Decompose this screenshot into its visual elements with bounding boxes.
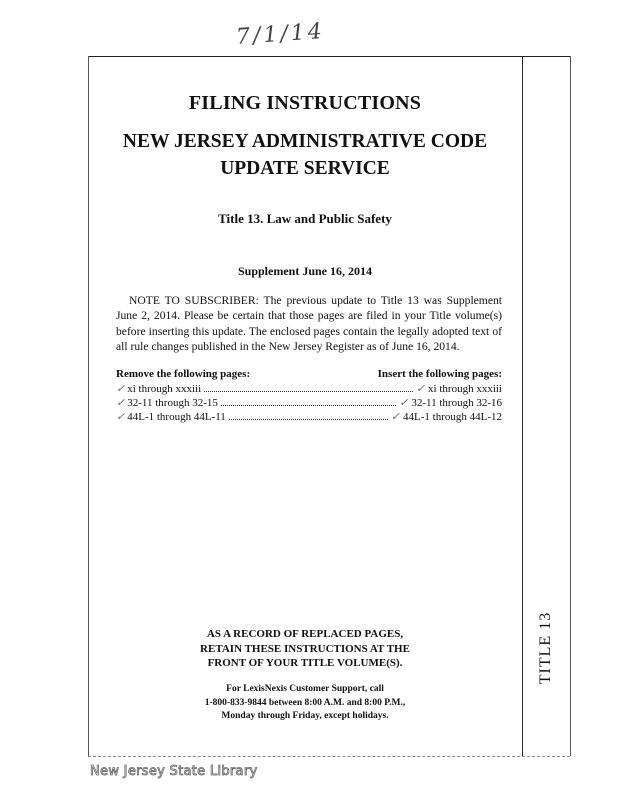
list-item [116,382,502,396]
support-line-1: For LexisNexis Customer Support, call [226,684,384,694]
record-instructions [88,627,522,671]
frame-bottom-border [88,756,570,757]
insert-pages: 44L-1 through 44L-12 [403,411,502,423]
subtitle-line-2: UPDATE SERVICE [220,158,390,179]
side-tab-label: TITLE 13 [537,611,554,685]
record-line-3: FRONT OF YOUR TITLE VOLUME(S). [207,657,403,669]
subtitle-line-1: NEW JERSEY ADMINISTRATIVE CODE [122,131,488,152]
library-watermark: New Jersey State Library [90,764,258,779]
remove-pages: 32-11 through 32-15 [127,397,218,409]
insert-header: Insert the following pages: [377,368,502,380]
document-title: FILING INSTRUCTIONS [188,92,422,114]
list-item [116,396,502,410]
leader-dots [229,419,388,420]
remove-header: Remove the following pages: [116,368,251,380]
checkmark-icon: ✓ [399,397,409,409]
remove-pages: 44L-1 through 44L-11 [127,411,226,423]
title-heading: Title 13. Law and Public Safety [218,211,392,226]
record-line-1: AS A RECORD OF REPLACED PAGES, [206,628,404,640]
supplement-date: Supplement June 16, 2014 [237,264,373,278]
frame-top-border [88,56,570,57]
page-list [116,382,502,424]
document-subtitle [88,128,522,182]
frame-tab-border [522,56,523,756]
insert-pages: 32-11 through 32-16 [411,397,502,409]
checkmark-icon: ✓ [415,383,426,395]
checkmark-icon: ✓ [116,411,126,423]
column-headers [116,368,502,380]
checkmark-icon: ✓ [116,397,126,409]
insert-pages: xi through xxxiii [428,383,502,395]
remove-pages: xi through xxxiii [127,383,202,395]
checkmark-icon: ✓ [116,383,126,395]
handwritten-date: 7/1/14 [235,18,326,51]
support-line-2: 1-800-833-9844 between 8:00 A.M. and 8:00 P.M., [204,697,406,708]
customer-support [88,683,522,724]
leader-dots [221,405,396,406]
checkmark-icon: ✓ [390,411,401,423]
subscriber-note: NOTE TO SUBSCRIBER: The previous update to Title 13 was Supplement June 2, 2014. Please be certain that those pages are filed in your Title volume(s) before inserting this update. The enclosed pages contain the legally adopted text of all rule changes published in the New Jersey Register as of June 16, 2014. [116,294,502,353]
leader-dots [204,391,413,392]
list-item [116,410,502,424]
frame-right-border [570,56,571,756]
support-line-3: Monday through Friday, except holidays. [221,711,389,721]
record-line-2: RETAIN THESE INSTRUCTIONS AT THE [200,642,410,655]
